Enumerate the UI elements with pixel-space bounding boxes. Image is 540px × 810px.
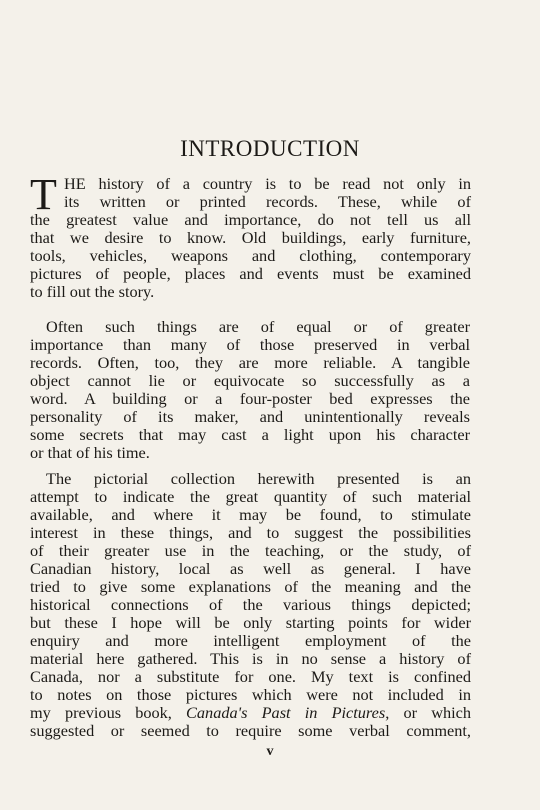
text-line: Canada, nor a substitute for one. My text is confined bbox=[30, 667, 471, 686]
text-fragment: my previous book, bbox=[30, 703, 187, 722]
text-line: of their greater use in the teaching, or the study, of bbox=[30, 541, 471, 560]
text-line: but these I hope will be only starting points for wider bbox=[30, 613, 471, 632]
text-line: some secrets that may cast a light upon his character bbox=[30, 425, 470, 444]
text-line: material here gathered. This is in no sense a history of bbox=[30, 649, 471, 668]
drop-cap: T bbox=[30, 170, 57, 219]
text-line: Canadian history, local as well as general. I have bbox=[30, 559, 471, 578]
text-line: or that of his time. bbox=[30, 443, 150, 462]
text-line: object cannot lie or equivocate so successfully as a bbox=[30, 371, 470, 390]
text-line: HE history of a country is to be read not only in bbox=[64, 174, 471, 193]
text-line: available, and where it may be found, to stimulate bbox=[30, 505, 471, 524]
text-line: importance than many of those preserved in verbal bbox=[30, 335, 470, 354]
text-line: attempt to indicate the great quantity of such material bbox=[30, 487, 471, 506]
text-line: that we desire to know. Old buildings, early furniture, bbox=[30, 228, 471, 247]
text-line: its written or printed records. These, while of bbox=[64, 192, 471, 211]
text-line: Often such things are of equal or of greater bbox=[46, 317, 470, 336]
text-line: personality of its maker, and unintentionally reveals bbox=[30, 407, 470, 426]
text-line: the greatest value and importance, do not tell us all bbox=[30, 210, 471, 229]
page-heading: INTRODUCTION bbox=[180, 136, 360, 161]
book-title: Canada's Past in Pictures bbox=[186, 703, 386, 722]
text-line: tools, vehicles, weapons and clothing, contemporary bbox=[30, 246, 471, 265]
text-line: to fill out the story. bbox=[30, 282, 155, 301]
text-line: records. Often, too, they are more reliable. A tangible bbox=[30, 353, 470, 372]
text-fragment: , or which bbox=[385, 703, 472, 722]
paragraph-1 bbox=[30, 170, 471, 301]
text-line: suggested or seemed to require some verbal comment, bbox=[30, 721, 471, 740]
page-number: v bbox=[266, 744, 274, 759]
text-line: tried to give some explanations of the meaning and the bbox=[30, 577, 471, 596]
paragraph-3 bbox=[30, 470, 471, 740]
text-line: pictures of people, places and events must be examined bbox=[30, 264, 471, 283]
text-line: to notes on those pictures which were not included in bbox=[30, 685, 471, 704]
paragraph-2 bbox=[30, 318, 470, 462]
text-line: The pictorial collection herewith presented is an bbox=[46, 469, 471, 488]
text-line: enquiry and more intelligent employment of the bbox=[30, 631, 471, 650]
text-line: interest in these things, and to suggest the possibilities bbox=[30, 523, 471, 542]
text-line bbox=[30, 704, 471, 722]
text-line: word. A building or a four-poster bed expresses the bbox=[30, 389, 470, 408]
text-line: historical connections of the various things depicted; bbox=[30, 595, 471, 614]
